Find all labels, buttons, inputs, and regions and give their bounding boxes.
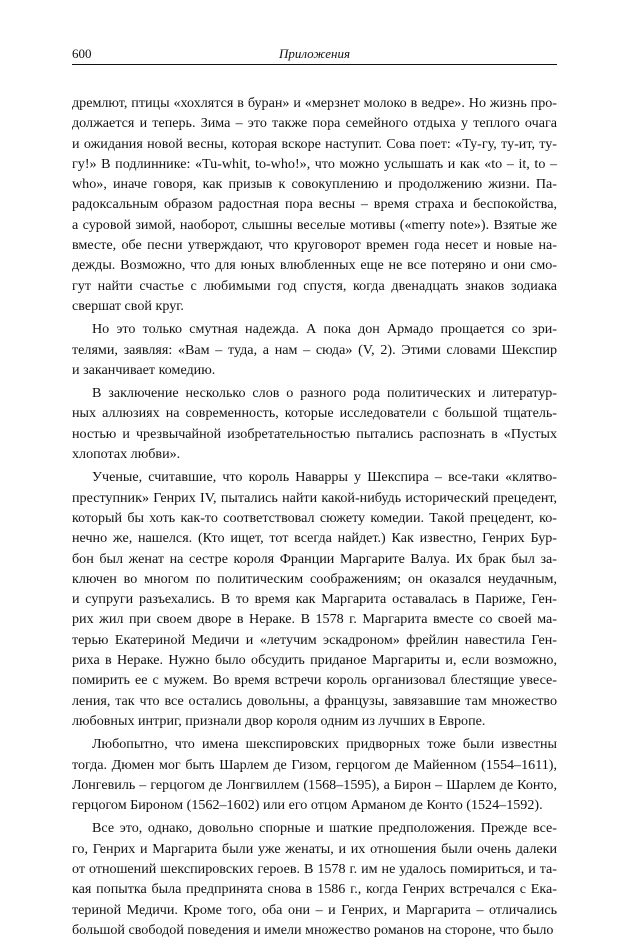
page-number: 600 [72,46,92,61]
text-line: дежды. Возможно, что для юных влюбленных еще не все потеряно и они смо- [72,257,557,274]
text-line: нечно же, нашелся. (Кто ищет, тот всегда найдет.) Как известно, Генрих Бур- [72,530,557,547]
text-line: и ожидания новой весны, которая вскоре наступит. Сова поет: «Ту-гу, ту-ит, ту- [72,135,557,152]
text-line: который бы хоть как-то соответствовал сюжету комедии. Такой прецедент, ко- [72,509,557,526]
body-text [72,93,557,940]
text-line: и заканчивает комедию. [72,361,216,378]
paragraph [72,93,557,316]
text-line: герцогом Бироном (1562–1602) или его отцом Арманом де Конто (1524–1592). [72,797,543,814]
text-line: ностью и чрезвычайной изобретательностью пытались распознать в «Пустых [72,425,557,442]
text-line: териной Медичи. Кроме того, оба они – и Генрих, и Маргарита – отличались [72,901,557,918]
text-line: гу!» В подлиннике: «Tu-whit, to-who!», что можно услышать и как «to – it, to – [72,155,557,172]
text-line: должается и теперь. Зима – это также пора семейного отдыха у теплого очага [72,115,557,132]
text-line: ления, так что все остались довольны, а французы, завязавшие там множество [72,692,557,709]
text-line: кая попытка была предпринята снова в 1586 г., когда Генрих встречался с Ека- [72,881,557,898]
text-line: Все это, однако, довольно спорные и шаткие предположения. Прежде все- [92,820,557,837]
text-line: ных аллюзиях на современность, которые исследователи с большой тщатель- [72,405,557,422]
text-line: Любопытно, что имена шекспировских придворных тоже были известны [92,736,557,753]
text-line: рих жил при своем дворе в Нераке. В 1578 г. Маргарита вместе со своей ма- [72,611,557,628]
text-line: риха в Нераке. Нужно было обсудить приданое Маргариты и, если возможно, [72,652,557,669]
paragraph [72,734,557,815]
text-line: Лонгевиль – герцогом де Лонгвиллем (1568–1595), а Бирон – Шарлем де Конто, [72,776,557,793]
text-line: Ученые, считавшие, что король Наварры у Шекспира – все-таки «клятво- [92,469,557,486]
paragraph [72,467,557,731]
text-line: В заключение несколько слов о разного рода политических и литератур- [92,385,557,402]
text-line: Но это только смутная надежда. А пока дон Армадо прощается со зри- [92,321,557,338]
paragraph [72,319,557,380]
text-line: гут найти счастье с любимыми год спустя, когда двенадцать знаков зодиака [72,277,557,294]
text-line: терью Екатериной Медичи и «летучим эскадроном» фрейлин навестила Ген- [72,631,557,648]
text-line: го, Генрих и Маргарита были уже женаты, и их отношения были очень далеки [72,840,557,857]
running-title: Приложения [278,46,351,61]
text-line: а суровой зимой, наоборот, слышны веселые мотивы («merry note»). Взятые же [72,216,557,233]
text-line: помирить ее с мужем. Во время встречи король организовал блестящие увесе- [72,672,557,689]
book-page [72,40,557,940]
text-line: большой свободой поведения и имели множество романов на стороне, что было [72,921,554,938]
text-line: и супруги разъехались. В то время как Маргарита оставалась в Париже, Ген- [72,591,557,608]
text-line: телями, заявляя: «Вам – туда, а нам – сюда» (V, 2). Этими словами Шекспир [72,341,557,358]
text-line: дремлют, птицы «хохлятся в буран» и «мерзнет молоко в ведре». Но жизнь про- [72,95,557,111]
text-line: вместе, обе песни утверждают, что круговорот времен года несет и новые на- [72,237,557,254]
text-line: любовных интриг, признали двор короля одним из лучших в Европе. [72,712,486,729]
text-line: радоксальным образом радостная пора весны – время страха и беспокойства, [72,196,557,213]
text-line: who», иначе говоря, как призыв к совокуплению и продолжению жизни. Па- [72,176,557,193]
paragraph [72,818,557,940]
text-line: преступник» Генрих IV, пытались найти какой-нибудь исторический прецедент, [72,489,557,506]
text-line: хлопотах любви». [72,446,181,463]
text-line: свершат свой круг. [72,297,184,314]
page-header [72,40,557,65]
text-line: тогда. Дюмен мог быть Шарлем де Гизом, герцогом де Майенном (1554–1611), [72,756,557,773]
text-line: от отношений шекспировских героев. В 1578 г. им не удалось помириться, и та- [72,860,557,877]
paragraph [72,383,557,464]
text-line: ключен во многом по политическим соображениям; он оказался неудачным, [72,570,557,587]
text-line: бон был женат на сестре короля Франции Маргарите Валуа. Их брак был за- [72,550,557,567]
